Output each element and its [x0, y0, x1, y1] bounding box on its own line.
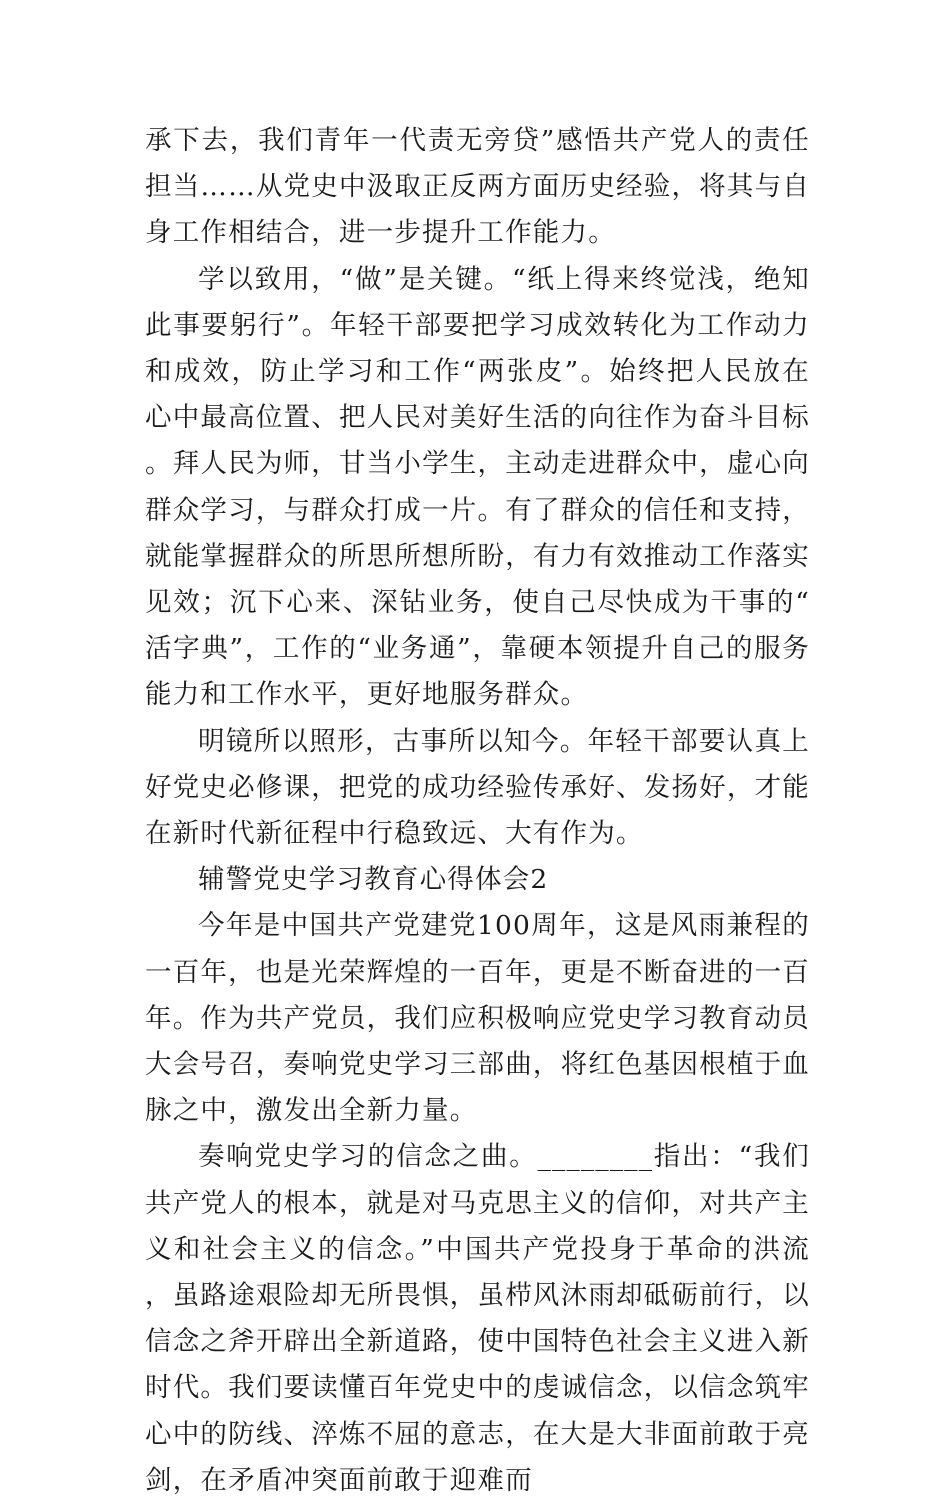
section-title: 辅警党史学习教育心得体会2 [198, 864, 549, 896]
paragraph-5: 奏响党史学习的信念之曲。________指出：“我们共产党人的根本，就是对马克思主义的信仰，对共产主义和社会主义的信念。”中国共产党投身于革命的洪流，虽路途艰险却无所畏惧，虽栉风沐雨却砥砺前行，以信念之斧开辟出全新道路，使中国特色社会主义进入新时代。我们要读懂百年党史中的虔诚信念，以信念筑牢心中的防线、淬炼不屈的意志，在大是大非面前敢于亮剑，在矛盾冲突面前敢于迎难而 [145, 1141, 810, 1496]
paragraph-4: 今年是中国共产党建党100周年，这是风雨兼程的一百年，也是光荣辉煌的一百年，更是不断奋进的一百年。作为共产党员，我们应积极响应党史学习教育动员大会号召，奏响党史学习三部曲，将红色基因根植于血脉之中，激发出全新力量。 [145, 910, 810, 1127]
paragraph-2: 学以致用，“做”是关键。“纸上得来终觉浅，绝知此事要躬行”。年轻干部要把学习成效转化为工作动力和成效，防止学习和工作“两张皮”。始终把人民放在心中最高位置、把人民对美好生活的向往作为奋斗目标。拜人民为师，甘当小学生，主动走进群众中，虚心向群众学习，与群众打成一片。有了群众的信任和支持，就能掌握群众的所思所想所盼，有力有效推动工作落实见效；沉下心来、深钻业务，使自己尽快成为干事的“活字典”，工作的“业务通”，靠硬本领提升自己的服务能力和工作水平，更好地服务群众。 [145, 263, 810, 711]
paragraph-1: 承下去，我们青年一代责无旁贷”感悟共产党人的责任担当……从党史中汲取正反两方面历史经验，将其与自身工作相结合，进一步提升工作能力。 [145, 125, 810, 249]
document-page [145, 118, 810, 1504]
paragraph-3: 明镜所以照形，古事所以知今。年轻干部要认真上好党史必修课，把党的成功经验传承好、发扬好，才能在新时代新征程中行稳致远、大有作为。 [145, 725, 810, 850]
